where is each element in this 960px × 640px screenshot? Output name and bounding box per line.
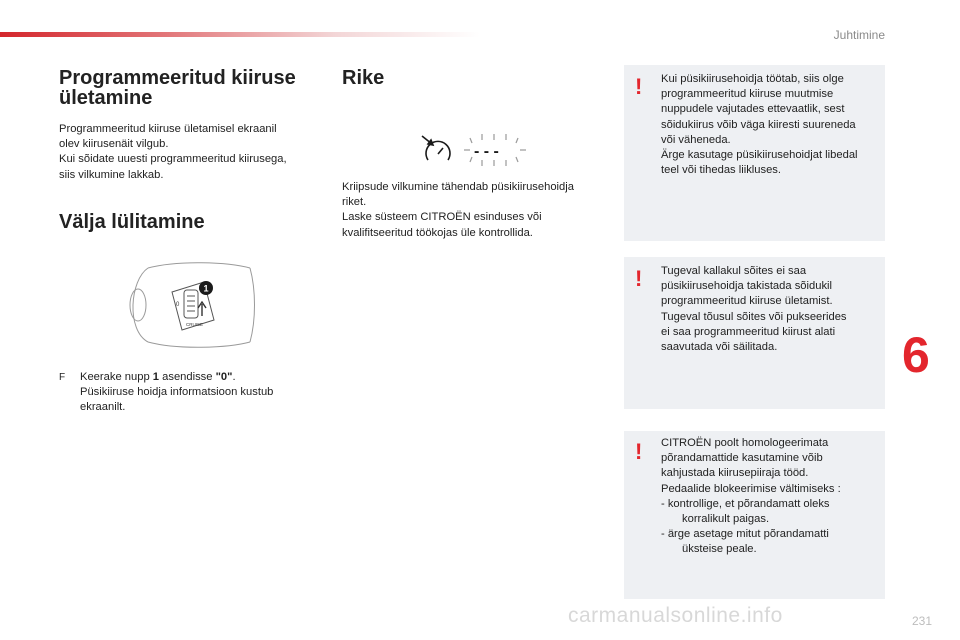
text-line: püsikiirusehoidja takistada sõidukil <box>661 280 833 293</box>
heading-speed-exceeded <box>59 68 296 108</box>
warning-icon: ! <box>635 74 643 99</box>
step-line-1 <box>80 370 273 385</box>
step-line: ekraanilt. <box>80 401 126 414</box>
text-line: siis vilkumine lakkab. <box>59 168 164 181</box>
switch-zero-label: 0 <box>176 302 180 308</box>
text-line: korralikult paigas. <box>682 513 770 526</box>
warning-icon: ! <box>635 439 643 464</box>
step-position: "0" <box>215 371 233 383</box>
text-line: programmeeritud kiiruse muutmise <box>661 88 834 101</box>
text-line: Tugeval tõusul sõites või pukseerides <box>661 310 847 323</box>
text-line: Laske süsteem CITROËN esinduses või <box>342 211 542 224</box>
switch-off-step <box>80 370 273 416</box>
warning-text <box>661 436 841 558</box>
step-line: Püsikiiruse hoidja informatsioon kustub <box>80 386 274 399</box>
fault-text <box>342 180 612 241</box>
text-line: üksteise peale. <box>682 543 757 556</box>
text-line: - kontrollige, et põrandamatt oleks <box>661 497 830 510</box>
step-text: Keerake nupp <box>80 371 153 383</box>
text-line: põrandamattide kasutamine võib <box>661 452 823 465</box>
text-line: riket. <box>342 196 367 209</box>
warning-note-2 <box>624 257 885 409</box>
step-text: . <box>232 371 236 383</box>
text-line: CITROËN poolt homologeerimata <box>661 437 829 449</box>
text-line: - ärge asetage mitut põrandamatti <box>661 528 829 541</box>
text-line: olev kiirusenäit vilgub. <box>59 138 169 151</box>
text-line: nuppudele vajutades ettevaatlik, sest <box>661 103 845 116</box>
fault-dashes: - - - <box>474 143 499 160</box>
warning-icon: ! <box>635 266 643 291</box>
warning-note-3 <box>624 431 885 599</box>
heading-switch-off: Välja lülitamine <box>59 211 205 233</box>
text-line: Programmeeritud kiiruse ületamisel ekraanil <box>59 123 277 135</box>
warning-text <box>661 72 858 178</box>
chapter-number: 6 <box>902 327 930 383</box>
text-line: Kriipsude vilkumine tähendab püsikiirusehoidja <box>342 181 574 193</box>
text-line: Ärge kasutage püsikiirusehoidjat libedal <box>661 149 858 162</box>
speed-exceeded-text <box>59 122 319 183</box>
text-line: Pedaalide blokeerimise vältimiseks : <box>661 482 841 495</box>
cruise-stalk-illustration <box>118 260 258 350</box>
step-text: asendisse <box>159 371 216 383</box>
text-line: programmeeritud kiiruse ületamist. <box>661 295 833 308</box>
watermark: carmanualsonline.info <box>568 604 783 627</box>
text-line: kahjustada kiirusepiiraja tööd. <box>661 467 809 480</box>
bullet-icon: F <box>59 372 66 383</box>
text-line: ei saa programmeeritud kiirust alati <box>661 325 836 338</box>
switch-number-label: 1 <box>203 283 209 294</box>
heading-line-2: ületamine <box>59 87 153 109</box>
text-line: Kui sõidate uuesti programmeeritud kiirusega, <box>59 153 287 166</box>
text-line: Tugeval kallakul sõites ei saa <box>661 265 807 277</box>
header-accent-bar <box>0 32 480 37</box>
switch-cruise-label: CRUISE <box>186 322 204 327</box>
section-title: Juhtimine <box>833 28 885 42</box>
text-line: või väheneda. <box>661 133 731 146</box>
step-button-number: 1 <box>152 371 160 383</box>
text-line: Kui püsikiirusehoidja töötab, siis olge <box>661 73 844 85</box>
text-line: sõidukiirus võib väga kiiresti suureneda <box>661 118 856 131</box>
fault-display-illustration <box>410 128 540 172</box>
heading-fault: Rike <box>342 67 385 89</box>
heading-line-1: Programmeeritud kiiruse <box>59 67 296 89</box>
page-number: 231 <box>911 614 932 628</box>
text-line: kvalifitseeritud töökojas üle kontrollida. <box>342 226 533 239</box>
text-line: teel või tihedas liikluses. <box>661 164 782 177</box>
text-line: saavutada või säilitada. <box>661 341 778 354</box>
warning-text <box>661 264 847 355</box>
warning-note-1 <box>624 65 885 241</box>
